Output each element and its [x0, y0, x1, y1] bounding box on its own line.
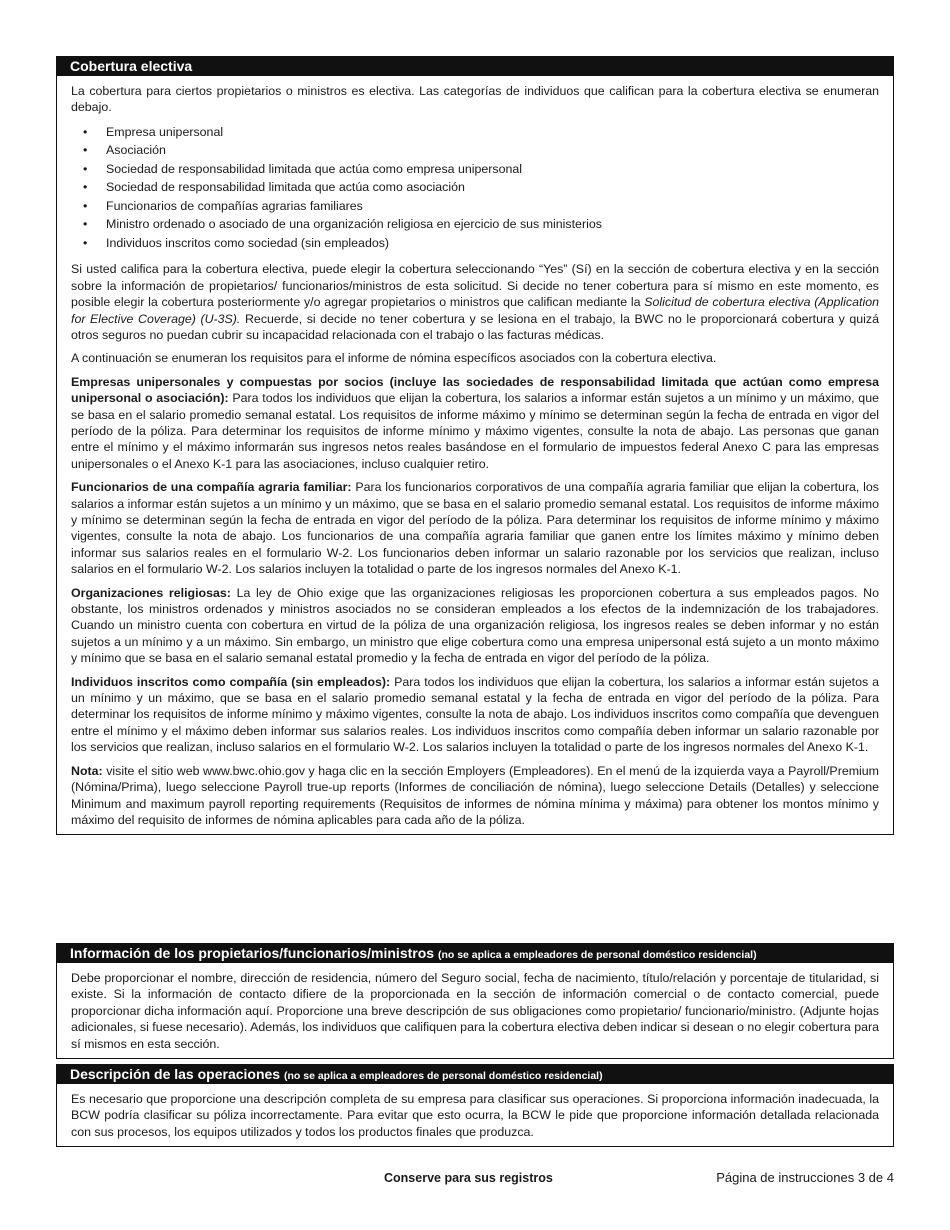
intro-paragraph: La cobertura para ciertos propietarios o ministros es electiva. Las categorías de individuos que califican para la cobertura electiva se enumeran debajo.	[71, 84, 879, 115]
footer-page-number: Página de instrucciones 3 de 4	[716, 1170, 894, 1185]
section-body	[57, 963, 893, 1058]
owners-info-section	[56, 943, 894, 1059]
religious-org-heading: Organizaciones religiosas:	[71, 585, 231, 600]
note-label: Nota:	[71, 763, 103, 778]
list-item: • Ministro ordenado o asociado de una organización religiosa en ejercicio de sus ministerios	[71, 215, 879, 234]
section-header	[57, 1065, 893, 1084]
family-farm-heading: Funcionarios de una compañía agraria familiar:	[71, 480, 352, 495]
operations-text: Es necesario que proporcione una descripción completa de su empresa para clasificar sus operaciones. Si proporciona información inadecuada, la BCW podría clasificar su póliza incorrectamente. Para evitar que esto ocurra, la BCW le pide que proporcione información detallada relacionada con sus procesos, los equipos utilizados y todos los productos finales que produzca.	[71, 1092, 879, 1139]
list-item: • Sociedad de responsabilidad limitada que actúa como asociación	[71, 178, 879, 197]
section-title: Información de los propietarios/funcionarios/ministros	[70, 945, 435, 961]
list-item: • Sociedad de responsabilidad limitada que actúa como empresa unipersonal	[71, 160, 879, 179]
election-text-b: Recuerde, si decide no tener cobertura y se lesiona en el trabajo, la BWC no le proporcionará cobertura y quizá otros seguros no puedan cubrir su incapacidad relacionada con el trabajo o las facturas médicas.	[71, 311, 880, 342]
elective-coverage-section	[56, 56, 894, 835]
religious-org-paragraph	[71, 585, 879, 667]
section-title: Cobertura electiva	[70, 58, 193, 74]
company-individuals-paragraph	[71, 674, 879, 756]
form-name-italic: Solicitud de cobertura electiva (Application for Elective Coverage) (U-3S).	[71, 295, 879, 326]
sole-proprietor-paragraph	[71, 374, 879, 472]
operations-description-section	[56, 1064, 894, 1147]
family-farm-text: Para los funcionarios corporativos de una compañía agraria familiar que elijan la cobertura, los salarios a informar están sujetos a un mínimo y un máximo, que se basa en el salario promedio semanal estatal. Los requisitos de informe máximo y mínimo se determinan según la fecha de entrada en vigor del período de la póliza. Para determinar los requisitos de informe mínimo y máximo vigentes, consulte la nota de abajo. Los funcionarios de una compañía agraria familiar que ganen entre los límites máximo y mínimo deben informar sus salarios reales en el formulario W-2. Los funcionarios deben informar un salario razonable por los servicios que realizan, incluso salarios en el formulario W-2. Los salarios incluyen la totalidad o parte de los ingresos normales del Anexo K-1.	[71, 480, 879, 577]
owners-info-text: Debe proporcionar el nombre, dirección de residencia, número del Seguro social, fecha de nacimiento, título/relación y porcentaje de titularidad, si existe. Si la información de contacto difiere de la proporcionada en la sección de información comercial o de contacto comercial, puede proporcionar dicha información aquí. Proporcione una breve descripción de sus obligaciones como propietario/ funcionario/ministro. (Adjunte hojas adicionales, si fuese necesario). Además, los individuos que califiquen para la cobertura electiva deben indicar si desean o no elegir cobertura para sí mismos en esta sección.	[71, 971, 879, 1051]
religious-org-text: La ley de Ohio exige que las organizaciones religiosas les proporcionen cobertura a sus empleados pagos. No obstante, los ministros ordenados y ministros asociados no se consideran empleados a los efectos de la indemnización de los trabajadores. Cuando un ministro cuenta con cobertura en virtud de la póliza de una organización religiosa, los ingresos reales se deben informar y no están sujetos a un mínimo y a un máximo. Sin embargo, un ministro que elige cobertura como una empresa unipersonal está sujeto a un monto máximo y mínimo que se basa en el salario semanal estatal promedio y la fecha de entrada en vigor del período de la póliza.	[71, 585, 879, 666]
section-title-note: (no se aplica a empleadores de personal doméstico residencial)	[437, 949, 757, 961]
section-body	[57, 1084, 893, 1146]
family-farm-paragraph	[71, 479, 879, 577]
list-item: • Empresa unipersonal	[71, 123, 879, 142]
list-item: • Asociación	[71, 141, 879, 160]
section-header	[57, 57, 893, 76]
company-individuals-heading: Individuos inscritos como compañía (sin empleados):	[71, 674, 391, 689]
footer-keep-notice: Conserve para sus registros	[384, 1171, 553, 1185]
election-paragraph	[71, 261, 879, 343]
company-individuals-text: Para todos los individuos que elijan la cobertura, los salarios a informar están sujetos a un mínimo y un máximo, que se basa en el salario promedio semanal estatal y la fecha de entrada en vigor del período de la póliza. Para determinar los requisitos de informe mínimo y máximo vigentes, consulte la nota de abajo. Los individuos inscritos como compañía que devenguen entre el mínimo y el máximo deben informar sus salarios reales. Los individuos inscritos como compañía deben informar un salario razonable por los servicios que realizan, incluso salarios en el formulario W-2. Los salarios incluyen la totalidad o parte de los ingresos normales del Anexo K-1.	[71, 674, 879, 755]
note-paragraph	[71, 763, 879, 829]
section-header	[57, 944, 893, 963]
list-item: • Individuos inscritos como sociedad (sin empleados)	[71, 234, 879, 253]
election-text-a: Si usted califica para la cobertura electiva, puede elegir la cobertura seleccionando “Yes” (Sí) en la sección de cobertura electiva y en la sección sobre la información de propietarios/ funcionarios/ministros de esta solicitud. Si decide no tener cobertura para sí mismo en este momento, es posible elegir la cobertura posteriormente y/o agregar propietarios o ministros que califican mediante la	[71, 262, 879, 310]
section-body	[57, 76, 893, 834]
section-title: Descripción de las operaciones	[70, 1066, 281, 1082]
sole-proprietor-text: Para todos los individuos que elijan la cobertura, los salarios a informar están sujetos a un mínimo y un máximo, que se basa en el salario promedio semanal estatal. Los requisitos de informe máximo y mínimo se determinan según la fecha de entrada en vigor del período de la póliza. Para determinar los requisitos de informe mínimo y máximo vigentes, consulte la nota de abajo. Las personas que ganan entre el mínimo y el máximo informarán sus ingresos netos reales basándose en el formulario de impuestos federal Anexo C para las empresas unipersonales o el Anexo K-1 para las asociaciones, incluso cualquier retiro.	[71, 391, 879, 471]
list-item: • Funcionarios de compañías agrarias familiares	[71, 197, 879, 216]
sole-proprietor-heading: Empresas unipersonales y compuestas por socios (incluye las sociedades de responsabilidad limitada que actúan como empresa unipersonal o asociación):	[71, 374, 879, 406]
section-title-note: (no se aplica a empleadores de personal doméstico residencial)	[283, 1070, 603, 1082]
eligible-categories-list	[71, 123, 879, 253]
note-text: visite el sitio web www.bwc.ohio.gov y haga clic en la sección Employers (Empleadores). En el menú de la izquierda vaya a Payroll/Premium (Nómina/Prima), luego seleccione Payroll true-up reports (Informes de conciliación de nómina), luego seleccione Details (Detalles) y seleccione Minimum and maximum payroll reporting requirements (Requisitos de informes de nómina mínima y máxima) para obtener los montos mínimo y máximo del requisito de informes de nómina aplicables para cada año de la póliza.	[71, 763, 879, 827]
requirements-intro-paragraph: A continuación se enumeran los requisitos para el informe de nómina específicos asociados con la cobertura electiva.	[71, 351, 717, 366]
